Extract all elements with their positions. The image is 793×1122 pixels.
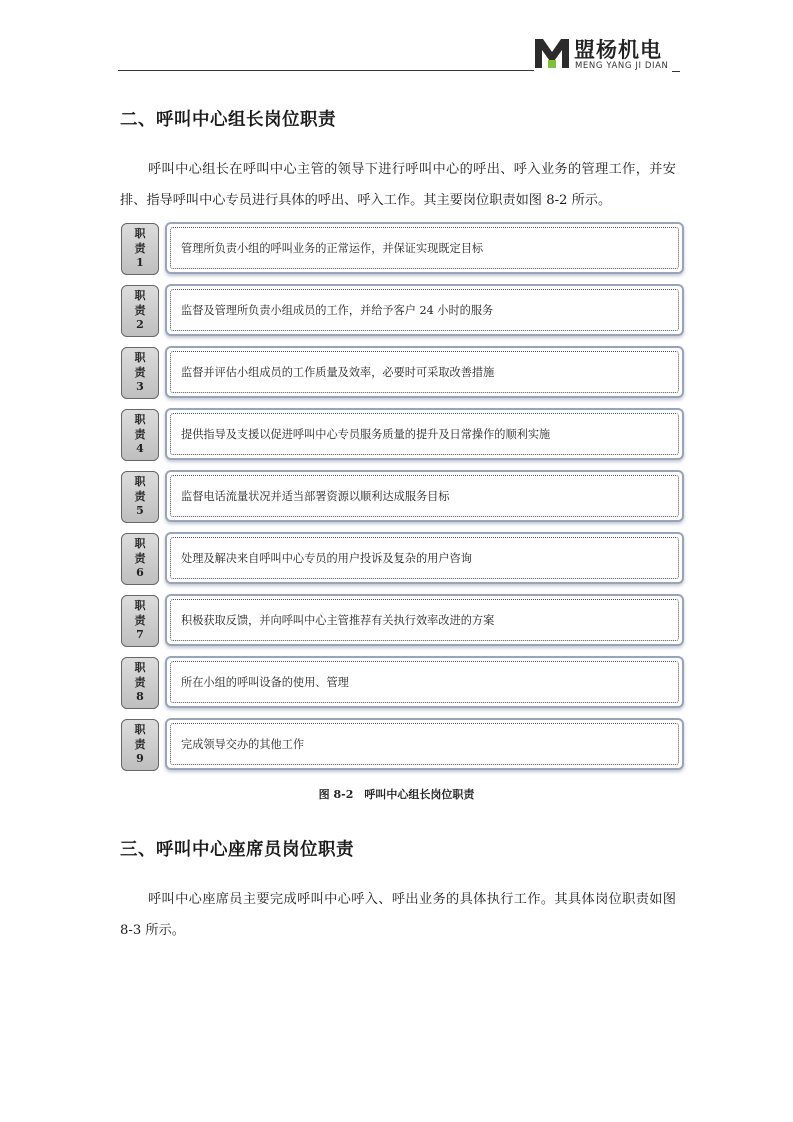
duty-tag-char-1: 职	[134, 661, 146, 675]
duty-tag	[121, 347, 159, 399]
logo-subtitle: MENG YANG JI DIAN	[575, 61, 669, 71]
duty-box	[165, 656, 684, 708]
duty-box	[165, 408, 684, 460]
duty-tag	[121, 533, 159, 585]
duty-tag-char-2: 责	[134, 427, 146, 441]
logo-underline	[672, 71, 680, 72]
duty-tag-char-2: 责	[134, 489, 146, 503]
duty-tag-number: 2	[136, 318, 144, 332]
duty-text: 监督及管理所负责小组成员的工作，并给予客户 24 小时的服务	[170, 289, 679, 331]
duty-tag-char-1: 职	[134, 599, 146, 613]
duty-tag-number: 8	[136, 690, 144, 704]
duty-tag-char-1: 职	[134, 413, 146, 427]
duty-row	[119, 717, 685, 779]
duty-tag-char-2: 责	[134, 675, 146, 689]
duty-tag	[121, 719, 159, 771]
duty-box	[165, 470, 684, 522]
duty-tag-char-2: 责	[134, 737, 146, 751]
duty-tag	[121, 657, 159, 709]
duty-tag-char-2: 责	[134, 303, 146, 317]
section-paragraph-2: 呼叫中心组长在呼叫中心主管的领导下进行呼叫中心的呼出、呼入业务的管理工作，并安排、指导呼叫中心专员进行具体的呼出、呼入工作。其主要岗位职责如图 8-2 所示。	[120, 162, 676, 208]
duty-box	[165, 594, 684, 646]
duty-tag-char-2: 责	[134, 551, 146, 565]
logo-name: 盟杨机电	[574, 38, 662, 62]
duty-text: 管理所负责小组的呼叫业务的正常运作，并保证实现既定目标	[170, 227, 679, 269]
duty-box	[165, 532, 684, 584]
duty-row	[119, 593, 685, 655]
duty-box	[165, 222, 684, 274]
duty-tag-char-2: 责	[134, 241, 146, 255]
duty-text: 所在小组的呼叫设备的使用、管理	[170, 661, 679, 703]
duty-tag-number: 5	[136, 504, 144, 518]
duties-figure	[119, 221, 685, 779]
duty-row	[119, 531, 685, 593]
duty-text: 完成领导交办的其他工作	[170, 723, 679, 765]
duty-tag-number: 4	[136, 442, 144, 456]
duty-row	[119, 221, 685, 283]
duty-text: 监督并评估小组成员的工作质量及效率，必要时可采取改善措施	[170, 351, 679, 393]
duty-tag-char-1: 职	[134, 351, 146, 365]
section-heading-3: 三、呼叫中心座席员岗位职责	[120, 840, 354, 860]
section-heading-2: 二、呼叫中心组长岗位职责	[120, 110, 336, 130]
duty-box	[165, 718, 684, 770]
duty-tag-char-1: 职	[134, 537, 146, 551]
duty-box	[165, 346, 684, 398]
duty-text: 提供指导及支援以促进呼叫中心专员服务质量的提升及日常操作的顺利实施	[170, 413, 679, 455]
duty-row	[119, 469, 685, 531]
duty-tag	[121, 285, 159, 337]
duty-text: 监督电话流量状况并适当部署资源以顺利达成服务目标	[170, 475, 679, 517]
duty-tag-char-2: 责	[134, 613, 146, 627]
duty-tag-char-1: 职	[134, 289, 146, 303]
duty-tag	[121, 409, 159, 461]
duty-tag-char-1: 职	[134, 723, 146, 737]
duty-tag-number: 3	[136, 380, 144, 394]
logo-mark-icon	[534, 36, 570, 70]
duty-row	[119, 655, 685, 717]
duty-tag-number: 1	[136, 256, 144, 270]
duty-tag	[121, 595, 159, 647]
section-paragraph-3: 呼叫中心座席员主要完成呼叫中心呼入、呼出业务的具体执行工作。其具体岗位职责如图 8-3 所示。	[120, 892, 676, 938]
duty-tag-char-1: 职	[134, 227, 146, 241]
duty-tag	[121, 223, 159, 275]
duty-tag-number: 9	[136, 752, 144, 766]
duty-tag-number: 7	[136, 628, 144, 642]
duty-tag	[121, 471, 159, 523]
duty-row	[119, 283, 685, 345]
duty-box	[165, 284, 684, 336]
figure-caption: 图 8-2 呼叫中心组长岗位职责	[318, 788, 475, 801]
company-logo	[534, 34, 684, 74]
duty-row	[119, 345, 685, 407]
duty-text: 积极获取反馈，并向呼叫中心主管推荐有关执行效率改进的方案	[170, 599, 679, 641]
duty-tag-char-2: 责	[134, 365, 146, 379]
duty-tag-char-1: 职	[134, 475, 146, 489]
duty-tag-number: 6	[136, 566, 144, 580]
header-rule	[118, 70, 534, 71]
duty-row	[119, 407, 685, 469]
duty-text: 处理及解决来自呼叫中心专员的用户投诉及复杂的用户咨询	[170, 537, 679, 579]
